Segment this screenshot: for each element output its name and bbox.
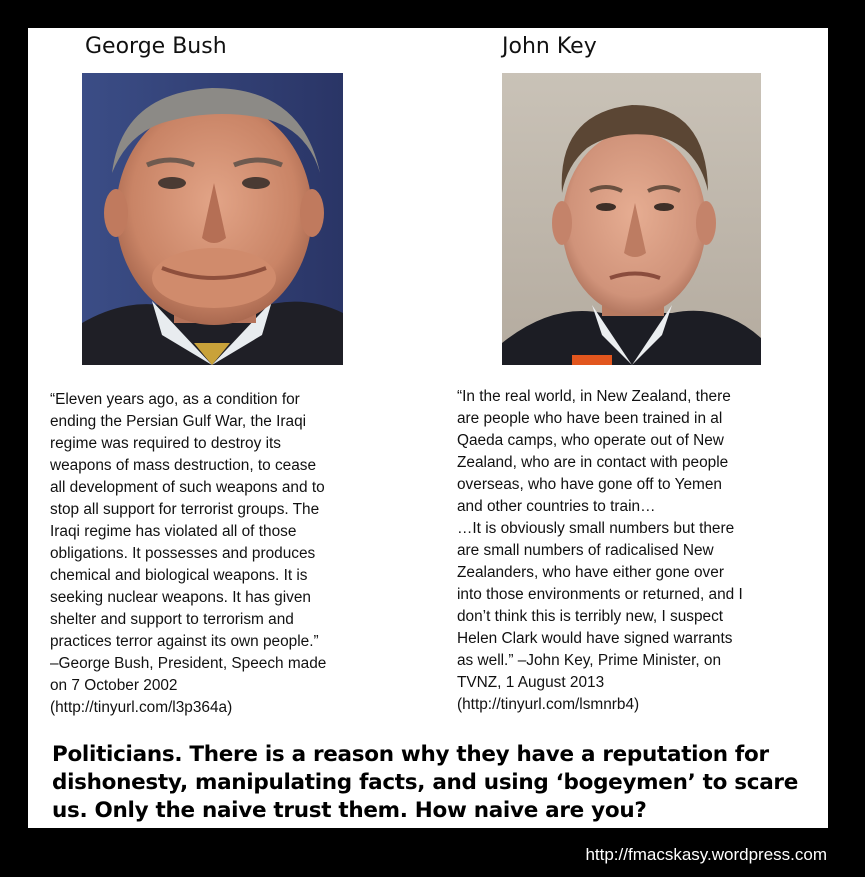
left-name-heading: George Bush [85, 34, 227, 59]
footer-url-link[interactable]: http://fmacskasy.wordpress.com [585, 845, 827, 864]
poster-panel [28, 28, 828, 828]
right-quote: “In the real world, in New Zealand, there are people who have been trained in al Qaeda camps, who operate out of New Zealand, who are in contact with people overseas, who have gone off to Yemen and other countries to train… …It is obviously small numbers but there are small numbers of radicalised New Zealanders, who have either gone over into those environments or returned, and I don’t think this is terribly new, I suspect Helen Clark would have signed warrants as well.” –John Key, Prime Minister, on TVNZ, 1 August 2013 (http://tinyurl.com/lsmnrb4) [457, 388, 743, 713]
right-name-heading: John Key [502, 34, 597, 59]
portrait-john-key [502, 73, 761, 365]
portrait-george-bush [82, 73, 343, 365]
tagline: Politicians. There is a reason why they have a reputation for dishonesty, manipulating facts, and using ‘bogeymen’ to scare us. Only the naive trust them. How naive are you? [52, 742, 798, 823]
left-quote: “Eleven years ago, as a condition for ending the Persian Gulf War, the Iraqi regime was required to destroy its weapons of mass destruction, to cease all development of such weapons and to stop all support for terrorist groups. The Iraqi regime has violated all of those obligations. It possesses and produces chemical and biological weapons. It is seeking nuclear weapons. It has given shelter and support to terrorism and practices terror against its own people.” –George Bush, President, Speech made on 7 October 2002 (http://tinyurl.com/l3p364a) [50, 391, 327, 716]
